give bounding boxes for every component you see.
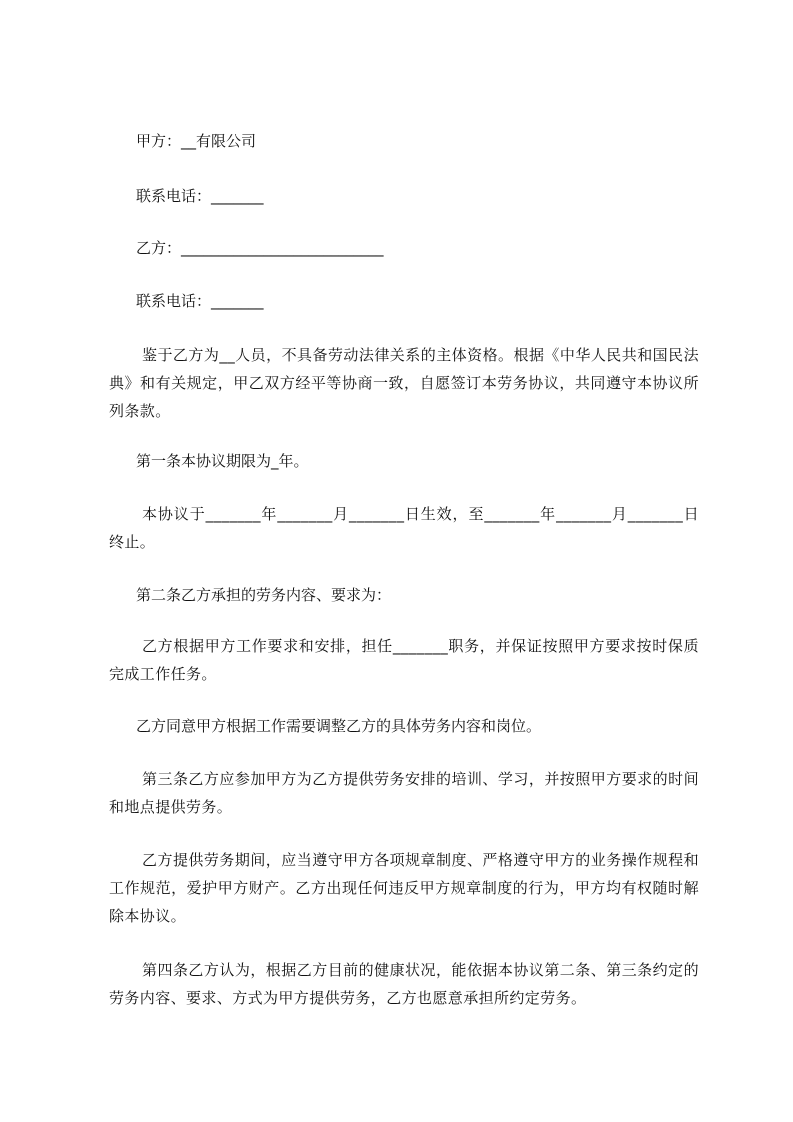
intro-paragraph: 鉴于乙方为__人员，不具备劳动法律关系的主体资格。根据《中华人民共和国民法典》和有关规定，甲乙双方经平等协商一致，自愿签订本劳务协议，共同遵守本协议所列条款。 <box>109 346 699 420</box>
party-a-phone-line: 联系电话：_______ <box>136 187 264 205</box>
article2-duty-paragraph: 乙方根据甲方工作要求和安排，担任_______职务，并保证按照甲方要求按时保质完成工作任务。 <box>109 637 699 683</box>
article4-paragraph: 第四条乙方认为，根据乙方目前的健康状况，能依据本协议第二条、第三条约定的劳务内容、要求、方式为甲方提供劳务，乙方也愿意承担所约定劳务。 <box>109 961 699 1007</box>
article1-title: 第一条本协议期限为_年。 <box>136 452 309 470</box>
article1-term-paragraph: 本协议于_______年_______月_______日生效，至_______年_______月_______日终止。 <box>109 505 699 551</box>
party-b-line: 乙方：___________________________ <box>136 239 384 257</box>
party-a-line: 甲方：__有限公司 <box>136 132 257 150</box>
article3-rules-paragraph: 乙方提供劳务期间，应当遵守甲方各项规章制度、严格遵守甲方的业务操作规程和工作规范，爱护甲方财产。乙方出现任何违反甲方规章制度的行为，甲方均有权随时解除本协议。 <box>109 851 699 925</box>
article3-title-paragraph: 第三条乙方应参加甲方为乙方提供劳务安排的培训、学习，并按照甲方要求的时间和地点提供劳务。 <box>109 770 699 816</box>
article2-adjust-line: 乙方同意甲方根据工作需要调整乙方的具体劳务内容和岗位。 <box>136 717 542 735</box>
article2-title: 第二条乙方承担的劳务内容、要求为： <box>136 586 392 604</box>
party-b-phone-line: 联系电话：_______ <box>136 292 264 310</box>
